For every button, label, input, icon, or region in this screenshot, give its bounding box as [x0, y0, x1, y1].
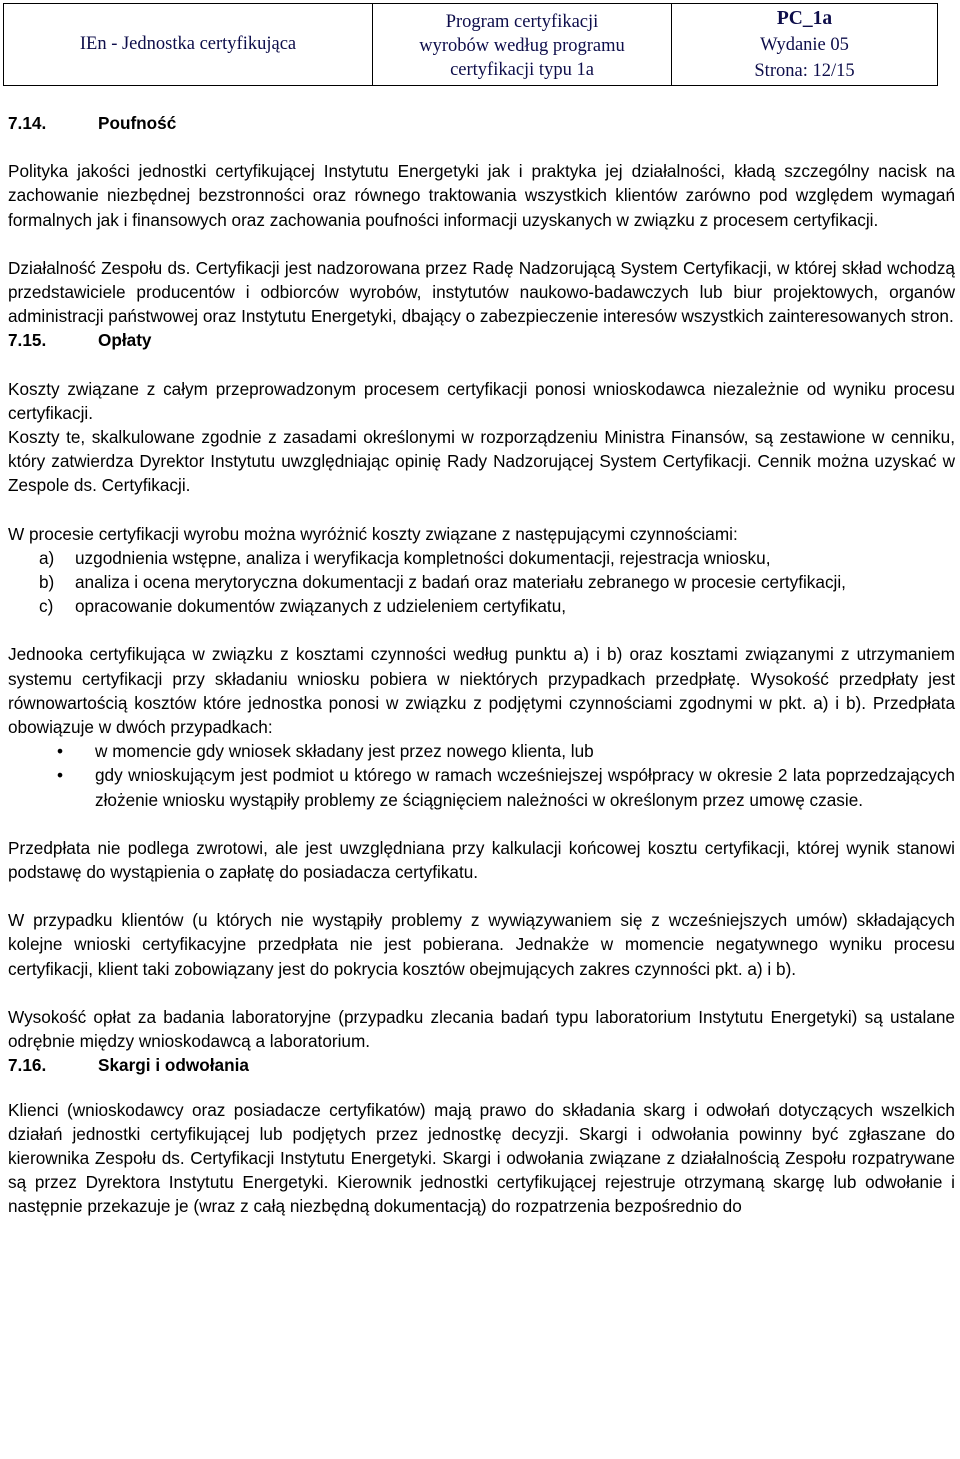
paragraph: W procesie certyfikacji wyrobu można wyróżnić koszty związane z następującymi czynnościami:	[8, 523, 738, 544]
document-header	[3, 3, 938, 86]
cost-activity-list	[8, 546, 955, 619]
list-item-label: a)	[39, 547, 55, 568]
header-program	[373, 4, 672, 86]
section-number: 7.14.	[8, 113, 47, 133]
header-edition: Wydanie 05	[760, 34, 849, 55]
bullet-text: w momencie gdy wniosek składany jest przez nowego klienta, lub	[95, 741, 594, 762]
list-item-text: uzgodnienia wstępne, analiza i weryfikacja kompletności dokumentacji, rejestracja wniosku,	[75, 547, 771, 568]
section-heading-oplaty	[8, 328, 955, 352]
section-heading-poufnosc	[8, 111, 955, 135]
paragraph: Koszty związane z całym przeprowadzonym procesem certyfikacji ponosi wnioskodawca niezależnie od wyniku procesu certyfikacji.	[8, 378, 955, 423]
paragraph: Jednooka certyfikująca w związku z kosztami czynności według punktu a) i b) oraz kosztami związanymi z utrzymaniem systemu certyfikacji przy składaniu wniosku pobiera w niektórych przypadkach przedpłatę. Wysokość przedpłaty jest równowartością kosztów które jednostka ponosi w związku z podjętymi czynnościami zgodnymi w pkt. a) i b). Przedpłata obowiązuje w dwóch przypadkach:	[8, 644, 955, 738]
bullet-text: gdy wnioskującym jest podmiot u którego w ramach wcześniejszej współpracy w okresie 2 lata poprzedzających złożenie wniosku wystąpiły problemy ze ściągnięciem należności w określonym przez umowę czasie.	[95, 765, 955, 810]
section-heading-skargi	[8, 1053, 955, 1077]
document-body	[8, 111, 955, 1219]
section-title: Poufność	[98, 113, 177, 133]
list-item-label: b)	[39, 572, 55, 593]
list-item	[8, 570, 955, 594]
paragraph: Działalność Zespołu ds. Certyfikacji jest nadzorowana przez Radę Nadzorującą System Certyfikacji, w której skład wchodzą przedstawiciele producentów i odbiorców wyrobów, instytutów naukowo-badawczych lub biur projektowych, organów administracji państwowej oraz Instytutu Energetyki, dbający o zabezpieczenie interesów wszystkich zainteresowanych stron.	[8, 257, 955, 327]
list-item-text: opracowanie dokumentów związanych z udzieleniem certyfikatu,	[75, 596, 567, 617]
paragraph: W przypadku klientów (u których nie wystąpiły problemy z wywiązywaniem się z wcześniejszych umów) składających kolejne wnioski certyfikacyjne przedpłata nie jest pobierana. Jednakże w momencie negatywnego wyniku procesu certyfikacji, klient taki zobowiązany jest do pokrycia kosztów obejmujących zakres czynności pkt. a) i b).	[8, 910, 955, 979]
bullet-icon: •	[57, 741, 64, 762]
header-code: PC_1a	[776, 7, 833, 29]
section-number: 7.16.	[8, 1055, 47, 1076]
section-number: 7.15.	[8, 330, 47, 351]
header-unit: IEn - Jednostka certyfikująca	[4, 4, 373, 86]
bullet-icon: •	[57, 765, 64, 786]
paragraph: Koszty te, skalkulowane zgodnie z zasadami określonymi w rozporządzeniu Ministra Finansów, są zestawione w cenniku, który zatwierdza Dyrektor Instytutu uwzględniając opinię Rady Nadzorującej System Certyfikacji. Cennik można uzyskać w Zespole ds. Certyfikacji.	[8, 427, 955, 496]
paragraph: Przedpłata nie podlega zwrotowi, ale jest uwzględniana przy kalkulacji końcowej kosztu certyfikacji, której wynik stanowi podstawę do wystąpienia o zapłatę do posiadacza certyfikatu.	[8, 837, 955, 883]
bullet-item	[8, 739, 955, 763]
list-item-label: c)	[39, 596, 54, 617]
paragraph: Wysokość opłat za badania laboratoryjne (przypadku zlecania badań typu laboratorium Instytutu Energetyki) są ustalane odrębnie między wnioskodawcą a laboratorium.	[8, 1006, 955, 1052]
prepayment-cases-list	[8, 739, 955, 812]
header-meta	[672, 4, 938, 86]
header-page-number: Strona: 12/15	[754, 60, 855, 81]
list-item	[8, 546, 955, 570]
header-program-line3: certyfikacji typu 1a	[450, 59, 594, 80]
header-program-line2: wyrobów według programu	[419, 35, 625, 56]
paragraph: Polityka jakości jednostki certyfikującej Instytutu Energetyki jak i praktyka jej działalności, kładą szczególny nacisk na zachowanie niezbędnej bezstronności oraz równego traktowania wszystkich klientów zarówno pod względem wymagań formalnych jak i finansowych oraz zachowania poufności informacji uzyskanych w związku z procesem certyfikacji.	[8, 161, 955, 230]
paragraph: Klienci (wnioskodawcy oraz posiadacze certyfikatów) mają prawo do składania skarg i odwołań dotyczących wszelkich działań jednostki certyfikującej lub podjętych przez jednostkę decyzji. Skargi i odwołania powinny być zgłaszane do kierownika Zespołu ds. Certyfikacji Instytutu Energetyki. Skargi i odwołania związane z działalnością Zespołu rozpatrywane są przez Dyrektora Instytutu Energetyki. Kierownik jednostki certyfikującej rejestruje otrzymaną skargę lub odwołanie i następnie przekazuje je (wraz z całą niezbędną dokumentacją) do rozpatrzenia bezpośrednio do	[8, 1099, 955, 1217]
list-item	[8, 594, 955, 618]
bullet-item	[8, 763, 955, 811]
section-title: Opłaty	[98, 330, 152, 351]
section-title: Skargi i odwołania	[98, 1055, 249, 1076]
list-item-text: analiza i ocena merytoryczna dokumentacji z badań oraz materiału zebranego w procesie certyfikacji,	[75, 572, 846, 593]
header-program-line1: Program certyfikacji	[445, 11, 599, 32]
